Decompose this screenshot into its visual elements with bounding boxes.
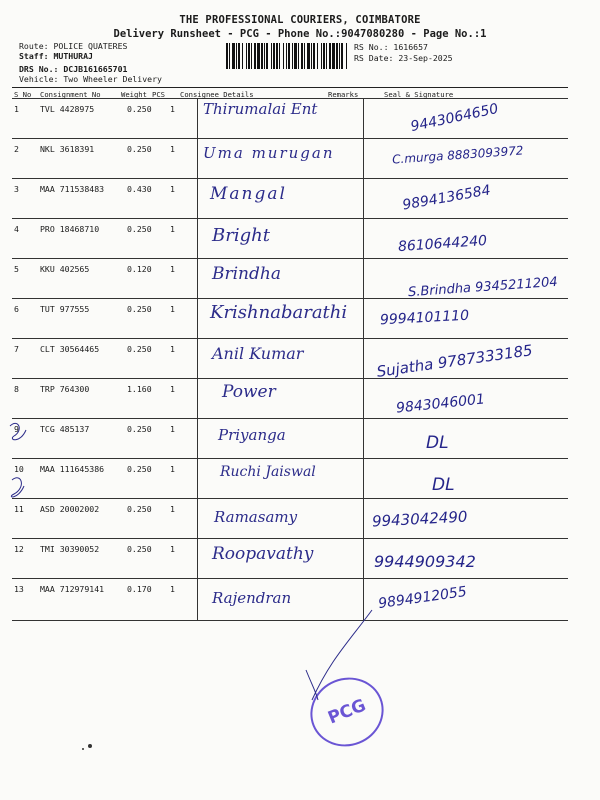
row-weight: 1.160	[127, 384, 152, 394]
row-signature: 9944909342	[374, 552, 476, 571]
row-pcs: 1	[170, 264, 175, 274]
row-signature: C.murga 8883093972	[391, 143, 524, 167]
row-sno: 6	[14, 304, 19, 314]
row-pcs: 1	[170, 304, 175, 314]
row-pcs: 1	[170, 544, 175, 554]
row-weight: 0.250	[127, 464, 152, 474]
row-consignee-handwritten: Mangal	[210, 184, 287, 204]
row-signature: 9994101110	[379, 307, 470, 329]
row-sno: 13	[14, 584, 24, 594]
runsheet-subtitle: Delivery Runsheet - PCG - Phone No.:9047080280 - Page No.:1	[113, 28, 487, 40]
row-weight: 0.250	[127, 504, 152, 514]
row-weight: 0.250	[127, 104, 152, 114]
row-consignment-no: TCG 485137	[40, 424, 90, 434]
row-weight: 0.170	[127, 584, 152, 594]
row-weight: 0.250	[127, 144, 152, 154]
row-consignment-no: PRO 18468710	[40, 224, 100, 234]
row-weight: 0.120	[127, 264, 152, 274]
row-consignee-handwritten: Bright	[212, 225, 270, 246]
row-consignment-no: ASD 20002002	[40, 504, 100, 514]
row-weight: 0.430	[127, 184, 152, 194]
row-consignee-handwritten: Rajendran	[212, 589, 292, 607]
row-signature: 9443064650	[409, 100, 500, 136]
row-consignee-handwritten: Uma murugan	[203, 144, 335, 162]
drs-number: DRS No.: DCJB161665701	[19, 64, 128, 74]
ink-spot	[88, 744, 92, 748]
row-sno: 9	[14, 424, 19, 434]
col-header-remarks: Remarks	[328, 90, 359, 99]
row-weight: 0.250	[127, 424, 152, 434]
row-consignee-handwritten: Ramasamy	[214, 508, 298, 526]
row-pcs: 1	[170, 344, 175, 354]
row-sno: 5	[14, 264, 19, 274]
row-signature: 9943042490	[371, 507, 468, 531]
row-consignee-handwritten: Power	[222, 382, 276, 402]
row-consignee-handwritten: Ruchi Jaiswal	[220, 464, 316, 480]
row-consignment-no: MAA 712979141	[40, 584, 105, 594]
row-pcs: 1	[170, 224, 175, 234]
row-signature: DL	[432, 475, 455, 495]
vehicle-label: Vehicle: Two Wheeler Delivery	[19, 74, 162, 84]
row-weight: 0.250	[127, 544, 152, 554]
row-sno: 7	[14, 344, 19, 354]
route-label: Route: POLICE QUATERES	[19, 41, 128, 51]
row-sno: 4	[14, 224, 19, 234]
row-pcs: 1	[170, 584, 175, 594]
row-weight: 0.250	[127, 304, 152, 314]
row-consignment-no: MAA 111645386	[40, 464, 105, 474]
row-pcs: 1	[170, 384, 175, 394]
col-header-sno: S No	[14, 90, 32, 99]
row-signature: 9843046001	[395, 391, 486, 417]
row-sno: 10	[14, 464, 24, 474]
row-consignment-no: KKU 402565	[40, 264, 90, 274]
col-header-consignee: Consignee Details	[180, 90, 254, 99]
staff-label: Staff: MUTHURAJ	[19, 51, 93, 61]
row-consignee-handwritten: Thirumalai Ent	[203, 100, 318, 118]
row-sno: 8	[14, 384, 19, 394]
row-sno: 2	[14, 144, 19, 154]
row-sno: 12	[14, 544, 24, 554]
row-signature: S.Brindha 9345211204	[407, 274, 559, 301]
row-weight: 0.250	[127, 224, 152, 234]
row-signature: DL	[426, 433, 449, 453]
row-signature: 9894136584	[401, 182, 492, 214]
row-consignment-no: TUT 977555	[40, 304, 90, 314]
row-signature: 8610644240	[397, 232, 488, 256]
row-sno: 11	[14, 504, 24, 514]
rs-date: RS Date: 23-Sep-2025	[354, 53, 453, 63]
row-consignment-no: TMI 30390052	[40, 544, 100, 554]
row-pcs: 1	[170, 504, 175, 514]
row-consignment-no: TRP 764300	[40, 384, 90, 394]
row-pcs: 1	[170, 464, 175, 474]
row-consignment-no: CLT 30564465	[40, 344, 100, 354]
row-signature: 9894912055	[377, 583, 468, 613]
row-pcs: 1	[170, 424, 175, 434]
col-header-seal: Seal & Signature	[384, 90, 454, 99]
row-pcs: 1	[170, 104, 175, 114]
row-pcs: 1	[170, 144, 175, 154]
row-consignee-handwritten: Anil Kumar	[212, 344, 304, 363]
company-title: THE PROFESSIONAL COURIERS, COIMBATORE	[179, 14, 421, 26]
pcg-stamp: PCG	[300, 667, 394, 758]
row-pcs: 1	[170, 184, 175, 194]
row-consignee-handwritten: Krishnabarathi	[210, 302, 348, 323]
rs-number: RS No.: 1616657	[354, 42, 428, 52]
row-consignee-handwritten: Priyanga	[218, 426, 286, 444]
ink-spot	[82, 748, 84, 750]
row-signature: Sujatha 9787333185	[375, 341, 534, 381]
row-sno: 3	[14, 184, 19, 194]
row-consignment-no: TVL 4428975	[40, 104, 95, 114]
row-consignee-handwritten: Roopavathy	[212, 544, 314, 564]
row-sno: 1	[14, 104, 19, 114]
col-header-weight: Weight	[121, 90, 147, 99]
row-consignment-no: NKL 3618391	[40, 144, 95, 154]
col-header-consignment: Consignment No	[40, 90, 101, 99]
col-header-pcs: PCS	[152, 90, 165, 99]
row-weight: 0.250	[127, 344, 152, 354]
row-consignment-no: MAA 711538483	[40, 184, 105, 194]
row-consignee-handwritten: Brindha	[212, 264, 281, 284]
